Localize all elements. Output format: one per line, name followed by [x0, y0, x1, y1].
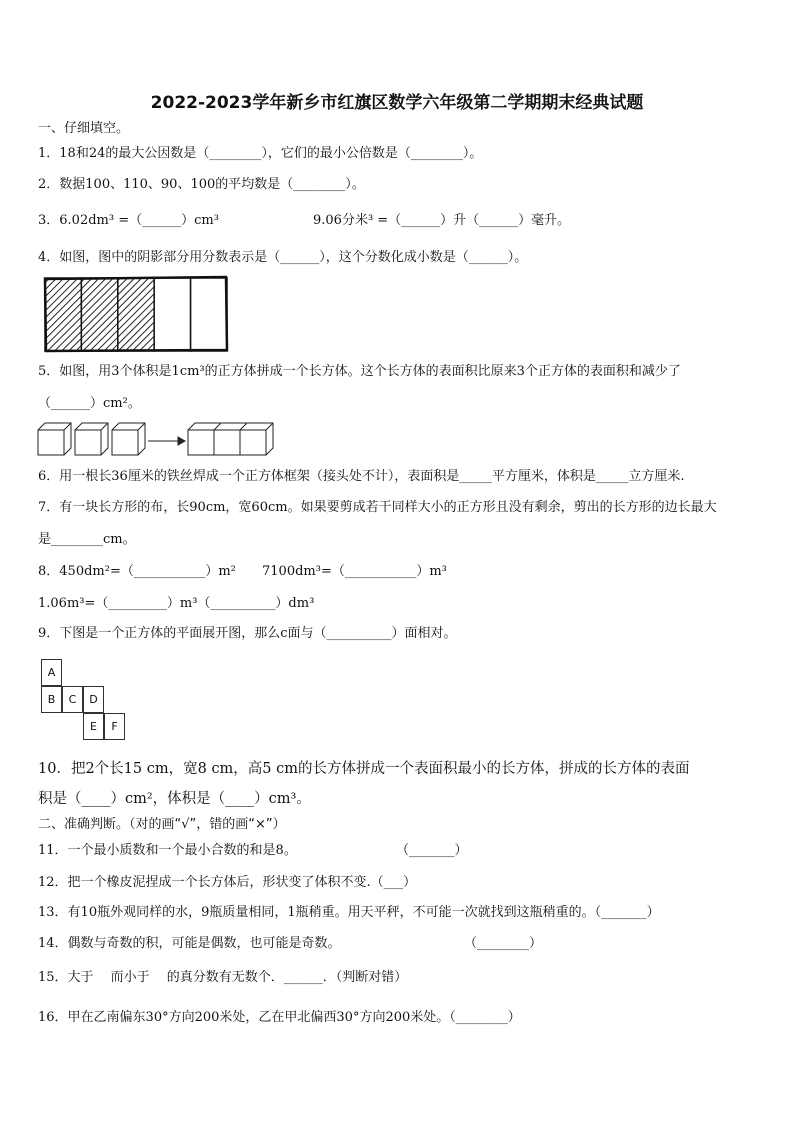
question-5b: （______）cm²。: [38, 396, 141, 411]
question-11: 11．一个最小质数和一个最小合数的和是8。: [38, 843, 297, 858]
cube-3: [112, 423, 145, 455]
question-9: 9．下图是一个正方体的平面展开图，那么c面与（__________）面相对。: [38, 626, 457, 641]
question-3a: 3．6.02dm³ =（______）cm³: [38, 213, 219, 228]
question-7a: 7．有一块长方形的布，长90cm，宽60cm。如果要剪成若干同样大小的正方形且没有剩余，剪出的长方形的边长最大: [38, 500, 717, 515]
net-face-c: C: [62, 686, 83, 713]
shaded-part: [118, 278, 154, 351]
net-face-b: B: [41, 686, 62, 713]
question-10b: 积是（____）cm²，体积是（____）cm³。: [38, 791, 311, 807]
page-title: 2022-2023学年新乡市红旗区数学六年级第二学期期末经典试题: [150, 93, 644, 113]
question-8a: 8．450dm²=（___________）m²: [38, 564, 236, 579]
cube-1: [38, 423, 71, 455]
question-14: 14．偶数与奇数的积，可能是偶数，也可能是奇数。: [38, 936, 341, 951]
question-7b: 是________cm。: [38, 532, 136, 547]
section-heading-judge: 二、准确判断。（对的画“√”，错的画“×”）: [38, 817, 286, 832]
cuboid: [188, 423, 273, 455]
question-3b: 9.06分米³ =（______）升（______）毫升。: [313, 213, 571, 228]
question-16: 16．甲在乙南偏东30°方向200米处，乙在甲北偏西30°方向200米处。（________）: [38, 1010, 521, 1025]
question-12: 12．把一个橡皮泥捏成一个长方体后，形状变了体积不变.（___）: [38, 875, 417, 890]
unshaded-part: [154, 278, 190, 351]
question-8c: 1.06m³=（_________）m³（__________）dm³: [38, 596, 315, 611]
section-heading-fill-blank: 一、仔细填空。: [38, 121, 130, 136]
question-1: 1．18和24的最大公因数是（________），它们的最小公倍数是（________）。: [38, 146, 483, 161]
question-10a: 10．把2个长15 cm，宽8 cm，高5 cm的长方体拼成一个表面积最小的长方体，拼成的长方体的表面: [38, 761, 690, 777]
shaded-part: [45, 278, 81, 351]
question-2: 2．数据100、110、90、100的平均数是（________）。: [38, 177, 365, 192]
question-15: 15．大于 而小于 的真分数有无数个．______．（判断对错）: [38, 970, 408, 985]
cube-2: [75, 423, 108, 455]
question-13: 13．有10瓶外观同样的水，9瓶质量相同，1瓶稍重。用天平秤，不可能一次就找到这瓶稍重的。（_______）: [38, 905, 660, 920]
question-4: 4．如图，图中的阴影部分用分数表示是（______），这个分数化成小数是（______）。: [38, 250, 528, 265]
question-11-blank: （_______）: [396, 843, 468, 858]
shaded-part: [81, 278, 117, 351]
arrow-icon: [148, 437, 185, 445]
question-14-blank: （________）: [464, 936, 543, 951]
net-face-d: D: [83, 686, 104, 713]
unshaded-part: [191, 278, 227, 351]
net-face-e: E: [83, 713, 104, 740]
question-8b: 7100dm³=（___________）m³: [262, 564, 447, 579]
net-face-a: A: [41, 659, 62, 686]
fraction-figure: [44, 276, 228, 352]
net-face-f: F: [104, 713, 125, 740]
question-5a: 5．如图，用3个体积是1cm³的正方体拼成一个长方体。这个长方体的表面积比原来3个正方体的表面积和减少了: [38, 364, 681, 379]
question-6: 6．用一根长36厘米的铁丝焊成一个正方体框架（接头处不计），表面积是_____平方厘米，体积是_____立方厘米.: [38, 469, 685, 484]
cubes-figure: [36, 421, 276, 457]
